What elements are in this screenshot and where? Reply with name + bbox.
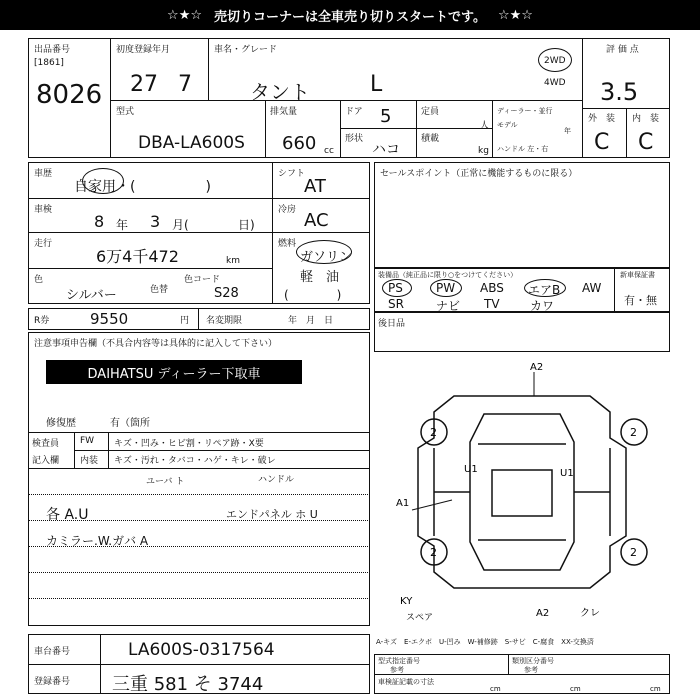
fuel-diesel: 軽 油 [300, 270, 340, 285]
fuel-label: 燃料 [278, 239, 297, 249]
recycle-label: R券 [34, 316, 50, 326]
car-grade: L [370, 72, 383, 97]
shift-value: AT [304, 176, 326, 197]
fw-label: FW [80, 436, 95, 446]
inspection-nen: 年 [116, 218, 129, 232]
note-line1: 各 A.U [46, 507, 89, 523]
mileage-value: 6万4千472 [96, 247, 179, 266]
cat-ref: 参考 [524, 666, 538, 674]
mark-u1-right: U1 [560, 468, 574, 479]
equip-abs: ABS [480, 281, 504, 295]
model-year-label: モデル [497, 121, 518, 129]
chassis-value: LA600S-0317564 [128, 640, 275, 660]
reg-label: 登録番号 [34, 677, 71, 687]
banner-text: 売切りコーナーは全車売り切りスタートです。 [214, 9, 486, 25]
wheel-mark-2: 2 [630, 426, 637, 439]
after-fit-box [374, 312, 670, 352]
km-unit: km [226, 256, 240, 266]
mark-u1-left: U1 [464, 464, 478, 475]
model-label: 型式 [116, 107, 135, 117]
inspection-tsuki: 月( [172, 218, 189, 232]
chassis-label: 車台番号 [34, 647, 71, 657]
body-value: ハコ [372, 142, 400, 158]
history-value: 自家用・( ) [74, 179, 211, 195]
load-label: 積載 [421, 134, 440, 144]
caution-label: 注意事項申告欄（不具合内容等は具体的に記入して下さい） [34, 339, 278, 349]
reg-value: 三重 581 そ 3744 [112, 674, 264, 695]
repair-label: 修復歴 [46, 418, 76, 429]
equip-tv: TV [484, 297, 500, 311]
mark-spare: スペア [406, 613, 434, 623]
sales-points-label: セールスポイント（正常に機能するものに限る） [380, 169, 578, 179]
equip-ps: PS [388, 281, 403, 295]
shift-label: シフト [278, 169, 306, 179]
mark-kure: クレ [580, 608, 600, 619]
name-change-label: 名変期限 [206, 316, 243, 326]
car-damage-diagram [374, 352, 670, 632]
dealer-import-label: ディーラー・並行 [497, 107, 553, 115]
inspector-label: 検査員 [32, 439, 60, 449]
note-s2: ハンドル [258, 475, 295, 485]
dims-cm-2: cm [570, 685, 581, 693]
handle-label: ハンドル 左・右 [497, 145, 549, 153]
equip-pw: PW [436, 281, 456, 295]
equip-leather: カワ [530, 299, 555, 313]
mark-a1: A1 [396, 498, 410, 509]
note-line1b: エンドパネル ホ U [226, 508, 318, 521]
equip-sr: SR [388, 297, 404, 311]
doors-value: 5 [380, 106, 392, 127]
color-code: S28 [214, 286, 239, 301]
inspection-month: 3 [150, 212, 161, 231]
wheel-mark-3: 2 [430, 546, 437, 559]
record-label: 記入欄 [32, 456, 60, 466]
fuel-other: ( ) [284, 288, 342, 302]
form-ref: 参考 [390, 666, 404, 674]
lot-sub: [1861] [34, 58, 64, 68]
first-reg-label: 初度登録年月 [116, 45, 171, 55]
equip-airbag-circle [524, 279, 566, 297]
cat-label: 類別区分番号 [512, 657, 554, 665]
history-label: 車歴 [34, 169, 53, 179]
mark-a2-top: A2 [530, 362, 544, 373]
name-change-value: 年 月 日 [288, 316, 334, 326]
person-unit: 人 [480, 121, 490, 131]
color-value: シルバー [66, 288, 117, 303]
note-line2: カミラー.W.ガバ A [46, 534, 149, 548]
model-value: DBA-LA600S [138, 133, 245, 153]
yen-unit: 円 [180, 316, 190, 326]
banner-stars-left: ☆★☆ [167, 7, 203, 23]
interior-label: 内 装 [632, 114, 660, 124]
exterior-label: 外 装 [588, 114, 616, 124]
car-name: タント [250, 80, 310, 104]
interior-grade: C [638, 130, 654, 155]
lot-number: 8026 [36, 80, 103, 110]
after-fit-label: 後日品 [378, 319, 406, 329]
equip-airbag: エアB [528, 283, 561, 297]
capacity-label: 定員 [421, 107, 440, 117]
ac-value: AC [304, 210, 329, 231]
color-change-label: 色替 [150, 285, 169, 295]
first-reg-year: 27 [130, 72, 158, 97]
equip-pw-circle [430, 279, 462, 297]
wheel-mark-4: 2 [630, 546, 637, 559]
fw-items: キズ・凹み・ヒビ割・リペア跡・X要 [114, 439, 264, 449]
year-unit: 年 [564, 127, 571, 135]
mileage-label: 走行 [34, 239, 53, 249]
wheel-mark-1: 2 [430, 426, 437, 439]
lot-label: 出品番号 [34, 45, 71, 55]
cc-unit: cc [324, 146, 334, 156]
dealer-badge-text: DAIHATSU ディーラー下取車 [87, 366, 261, 382]
history-circle [82, 168, 124, 194]
inspection-nichi: 日) [238, 218, 255, 232]
banner-stars-right: ☆★☆ [497, 7, 533, 23]
mark-a2-bottom: A2 [536, 608, 550, 619]
score-value: 3.5 [600, 78, 639, 106]
equip-aw: AW [582, 281, 602, 295]
ac-label: 冷房 [278, 205, 297, 215]
score-label: 評 価 点 [606, 45, 639, 55]
displacement-value: 660 [282, 133, 317, 154]
color-label: 色 [34, 275, 44, 285]
interior-row-label: 内装 [80, 456, 99, 466]
dims-label: 車検証記載の寸法 [378, 678, 434, 686]
top-banner [0, 0, 700, 30]
exterior-grade: C [594, 130, 610, 155]
dealer-badge [46, 360, 302, 384]
drive-2wd: 2WD [544, 56, 566, 66]
recycle-value: 9550 [90, 310, 129, 328]
repair-value: 有（箇所 [110, 418, 150, 429]
drive-4wd: 4WD [544, 78, 566, 88]
interior-items: キズ・汚れ・タバコ・ハゲ・キレ・破レ [114, 456, 276, 466]
note-s1: ユーバ ト [146, 477, 185, 487]
doors-label: ドア [345, 107, 363, 117]
displacement-label: 排気量 [270, 107, 298, 117]
inspection-label: 車検 [34, 205, 53, 215]
mark-ky: KY [400, 596, 413, 607]
first-reg-month: 7 [178, 72, 192, 97]
warranty-label: 新車保証書 [620, 271, 655, 279]
fuel-gas: ガソリン [300, 250, 353, 265]
body-label: 形状 [345, 134, 364, 144]
drive-2wd-circle [538, 48, 572, 72]
color-code-label: 色コード [184, 275, 221, 285]
equip-ps-circle [382, 279, 412, 297]
kg-unit: kg [478, 146, 489, 156]
diagram-legend: A-キズ E-エクボ U-凹み W-補修跡 S-サビ C-腐食 XX-交換済 [376, 638, 594, 646]
equipment-label: 装備品（純正品に限り○をつけてください） [378, 271, 518, 279]
equip-navi: ナビ [436, 299, 461, 313]
inspection-year: 8 [94, 212, 105, 231]
car-name-label: 車名・グレード [214, 45, 278, 55]
warranty-value: 有・無 [624, 294, 657, 307]
fuel-gas-circle [296, 240, 352, 264]
dims-cm-3: cm [650, 685, 661, 693]
dims-cm-1: cm [490, 685, 501, 693]
form-label: 型式指定番号 [378, 657, 420, 665]
